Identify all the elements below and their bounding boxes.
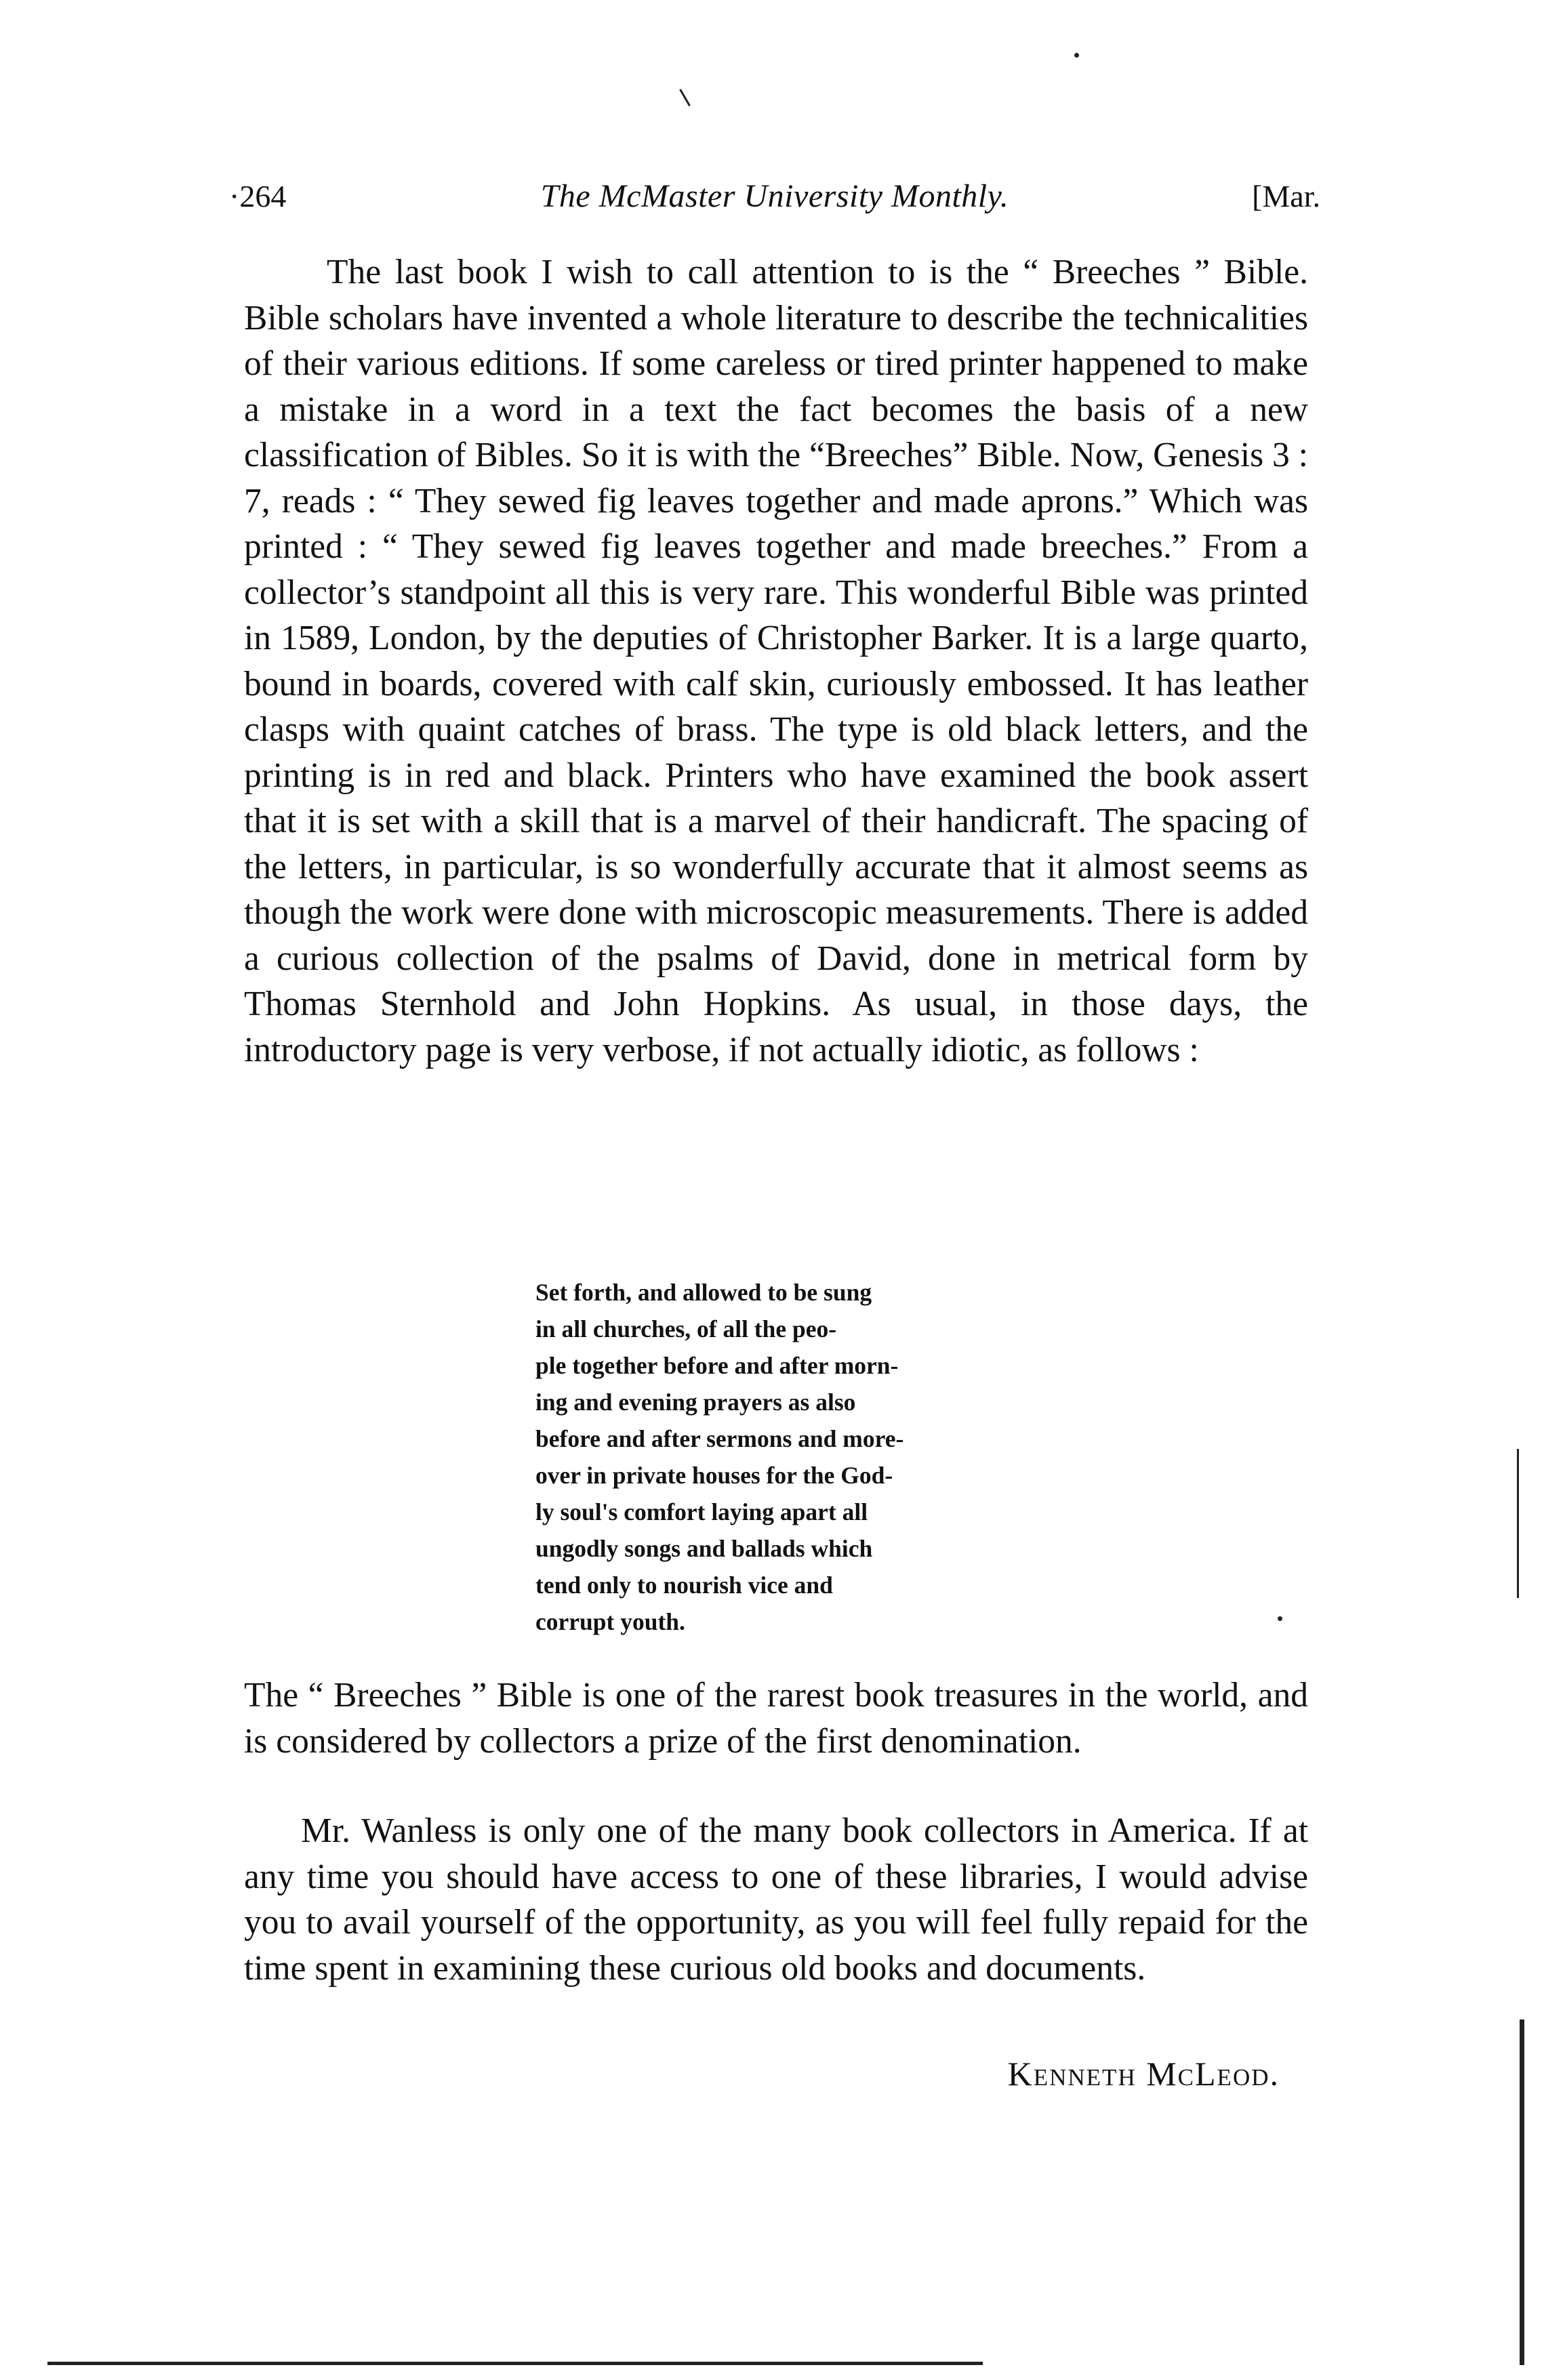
- scan-edge-bar: [1520, 2019, 1524, 2365]
- page-number: ·264: [229, 179, 287, 213]
- scan-bottom-rule: [47, 2362, 983, 2365]
- block-quotation: Set forth, and allowed to be sung in all churches, of all the peo- ple together before and after morn- ing and evening prayers as also before and after sermons and more- over in private houses for the God- ly soul's comfort laying apart all ungodly songs and ballads which tend only to nourish vice and corrupt youth.: [535, 1279, 904, 1635]
- paragraph-rarest-treasures: The “ Breeches ” Bible is one of the rarest book treasures in the world, and is considered by collectors a prize of the first denomination.: [244, 1676, 1308, 1761]
- running-header: [229, 169, 1320, 224]
- scan-speck: [679, 89, 691, 106]
- header-month: [Mar.: [1252, 179, 1320, 213]
- running-title: The McMaster University Monthly.: [540, 178, 1009, 214]
- paragraph-breeches-bible: The last book I wish to call attention to is the “ Breeches ” Bible. Bible scholars have invented a whole literature to describe the technicalities of their various editions. If some careless or tired printer happened to make a mistake in a word in a text the fact becomes the basis of a new classification of Bibles. So it is with the “Breeches” Bible. Now, Genesis 3 : 7, reads : “ They sewed fig leaves together and made aprons.” Which was printed : “ They sewed fig leaves together and made breeches.” From a collector’s standpoint all this is very rare. This wonderful Bible was printed in 1589, London, by the deputies of Christopher Barker. It is a large quarto, bound in boards, covered with calf skin, curiously embossed. It has leather clasps with quaint catches of brass. The type is old black letters, and the printing is in red and black. Printers who have examined the book assert that it is set with a skill that is a marvel of their handicraft. The spacing of the letters, in particular, is so wonderfully accurate that it almost seems as though the work were done with microscopic measurements. There is added a curious collection of the psalms of David, done in metrical form by Thomas Sternhold and John Hopkins. As usual, in those days, the introductory page is very verbose, if not actually idiotic, as follows :: [244, 253, 1308, 1069]
- scan-margin-line: [1517, 1449, 1519, 1598]
- scan-speck: [1074, 53, 1079, 58]
- author-signature: Kenneth McLeod.: [1007, 2055, 1280, 2093]
- scan-speck: [1278, 1616, 1282, 1621]
- paragraph-book-collectors: Mr. Wanless is only one of the many book collectors in America. If at any time you should have access to one of these libraries, I would advise you to avail yourself of the opportunity, as you will feel fully repaid for the time spent in examining these curious old books and documents.: [244, 1811, 1308, 1988]
